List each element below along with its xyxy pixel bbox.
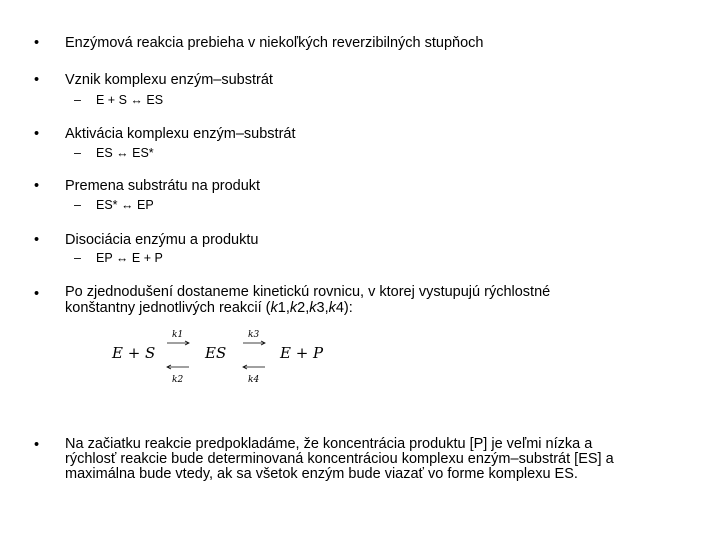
dash-icon: – xyxy=(74,146,81,160)
rate-constant-index: 3 xyxy=(316,300,325,316)
bullet-icon: • xyxy=(34,232,40,248)
bullet-text: Premena substrátu na produkt xyxy=(65,178,261,194)
rate-constant-k: k xyxy=(328,300,336,316)
dash-icon: – xyxy=(74,198,81,212)
rate-constant-k: k xyxy=(270,300,278,316)
bullet-text: Vznik komplexu enzým–substrát xyxy=(65,72,273,88)
bullet-text: Enzýmová reakcia prebieha v niekoľkých reverzibilných stupňoch xyxy=(65,35,484,51)
kinetic-text-post: ): xyxy=(343,300,353,316)
rate-constant-k: k xyxy=(309,300,317,316)
rate-constant-index: 2 xyxy=(297,300,306,316)
final-paragraph-line-1: Na začiatku reakcie predpokladáme, že koncentrácia produktu [P] je veľmi nízka a xyxy=(65,436,593,452)
dash-icon: – xyxy=(74,251,81,265)
kinetic-paragraph-line-1: Po zjednodušení dostaneme kinetickú rovnicu, v ktorej vystupujú rýchlostné xyxy=(65,284,551,300)
bullet-text: Disociácia enzýmu a produktu xyxy=(65,232,259,248)
sub-item-text: EP ↔ E + P xyxy=(96,251,163,265)
kinetic-paragraph-line-2 xyxy=(65,301,353,315)
rate-constant-label-k1: k1 xyxy=(172,330,184,340)
rate-constant-index: 4 xyxy=(335,300,344,316)
rate-constant-label-k3: k3 xyxy=(248,330,260,340)
sub-item-reaction-1 xyxy=(74,93,163,107)
rate-constant-k: k xyxy=(289,300,298,316)
dash-icon: – xyxy=(74,93,81,107)
sub-item-text: ES* ↔ EP xyxy=(96,198,154,212)
final-paragraph-line-2: rýchlosť reakcie bude determinovaná koncentráciou komplexu enzým–substrát [ES] a xyxy=(65,451,614,467)
bullet-icon: • xyxy=(34,178,40,194)
rate-constant-label-k2: k2 xyxy=(172,375,184,385)
bullet-icon: • xyxy=(34,126,40,142)
bullet-text: Aktivácia komplexu enzým–substrát xyxy=(65,126,296,142)
bullet-icon: • xyxy=(34,35,40,51)
reaction-middle: ES xyxy=(205,344,227,362)
bullet-icon: • xyxy=(34,286,40,302)
sub-item-reaction-3 xyxy=(74,198,154,212)
bullet-icon: • xyxy=(34,437,40,453)
sub-item-reaction-4 xyxy=(74,251,163,265)
separator: , xyxy=(305,300,310,316)
sub-item-text: ES ↔ ES* xyxy=(96,146,154,160)
rate-constant-index: 1 xyxy=(277,300,286,316)
final-paragraph-line-3: maximálna bude vtedy, ak sa všetok enzým bude viazať vo forme komplexu ES. xyxy=(65,466,578,482)
separator: , xyxy=(285,300,290,316)
kinetic-text-pre: konštantny jednotlivých reakcií ( xyxy=(65,300,271,316)
bullet-icon: • xyxy=(34,72,40,88)
separator: , xyxy=(324,300,329,316)
reaction-left-side: E + S xyxy=(112,344,156,362)
reaction-scheme xyxy=(105,325,345,385)
reaction-right-side: E + P xyxy=(280,344,324,362)
sub-item-text: E + S ↔ ES xyxy=(96,93,164,107)
rate-constant-label-k4: k4 xyxy=(248,375,260,385)
sub-item-reaction-2 xyxy=(74,146,154,160)
